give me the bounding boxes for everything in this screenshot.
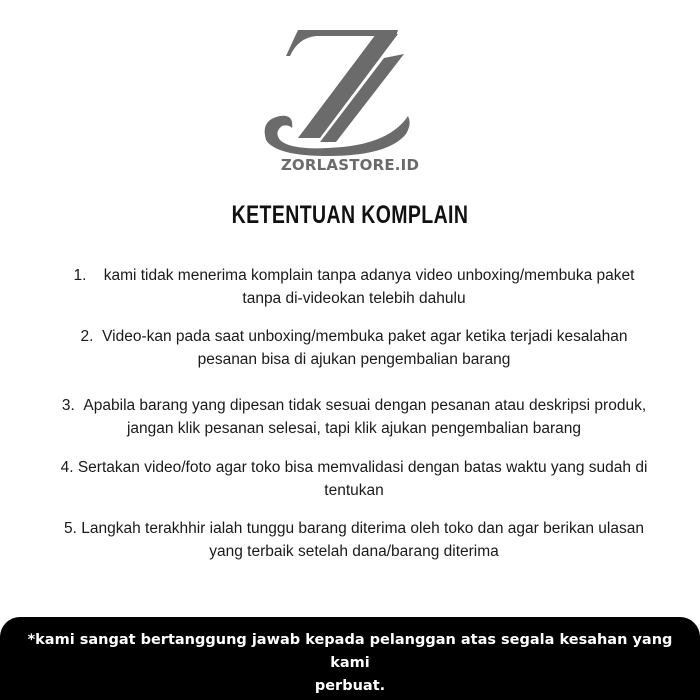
rule-line: yang terbaik setelah dana/barang diterima (209, 543, 499, 560)
rule-line: pesanan bisa di ajukan pengembalian barang (197, 351, 511, 368)
rule-line: kami tidak menerima komplain tanpa adanya video unboxing/membuka paket (103, 267, 635, 284)
brand-name: ZORLASTORE.ID (280, 156, 420, 174)
footer-banner (0, 617, 700, 700)
rule-number: 3. (61, 397, 75, 414)
rule-line: Langkah terakhhir ialah tunggu barang diterima oleh toko dan agar berikan ulasan (81, 520, 644, 537)
rule-item-1 (24, 264, 684, 310)
footer-line: *kami sangat bertanggung jawab kepada pelanggan atas segala kesahan yang kami (27, 632, 673, 671)
rule-line: Sertakan video/foto agar toko bisa memvalidasi dengan batas waktu yang sudah di (77, 459, 648, 476)
page-title: KETENTUAN KOMPLAIN (231, 201, 469, 229)
rule-number: 2. (80, 328, 94, 345)
footer-disclaimer (10, 629, 690, 698)
rule-item-2 (24, 325, 684, 371)
zl-monogram-icon (258, 28, 418, 158)
rule-item-5 (24, 517, 684, 563)
rule-line: tentukan (324, 482, 384, 499)
rule-number: 1. (73, 267, 87, 284)
rule-item-4 (24, 456, 684, 502)
rule-number: 4. (60, 459, 74, 476)
rule-line: tanpa di-videokan telebih dahulu (242, 290, 466, 307)
rule-line: jangan klik pesanan selesai, tapi klik ajukan pengembalian barang (126, 420, 582, 437)
rule-line: Apabila barang yang dipesan tidak sesuai dengan pesanan atau deskripsi produk, (83, 397, 647, 414)
footer-line: perbuat. (314, 678, 386, 694)
rule-line: Video-kan pada saat unboxing/membuka paket agar ketika terjadi kesalahan (102, 328, 628, 345)
rule-number: 5. (64, 520, 77, 537)
rule-item-3 (24, 394, 684, 440)
